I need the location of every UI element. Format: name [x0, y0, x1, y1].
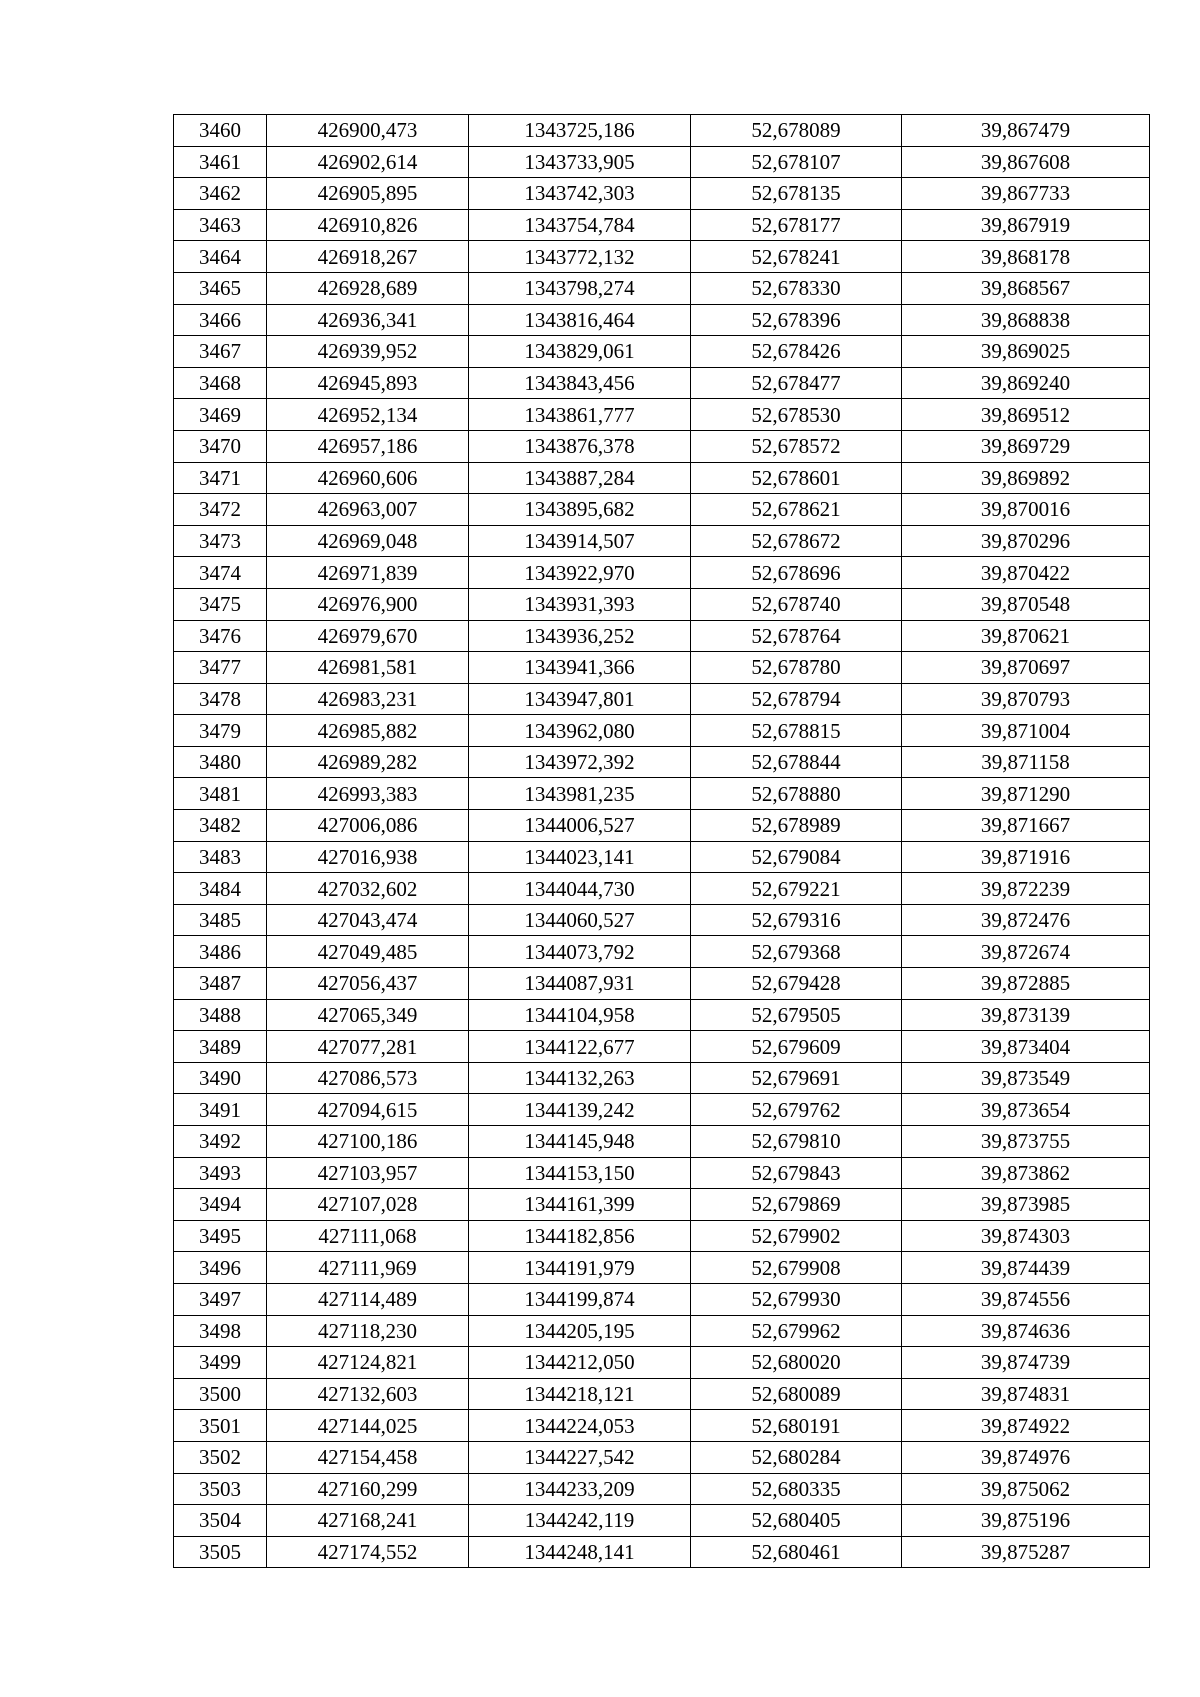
- y-coordinate-cell: 1344227,542: [469, 1441, 691, 1473]
- longitude-cell: 39,875287: [902, 1536, 1150, 1568]
- y-coordinate-cell: 1343914,507: [469, 525, 691, 557]
- point-number-cell: 3500: [174, 1378, 267, 1410]
- longitude-cell: 39,874831: [902, 1378, 1150, 1410]
- latitude-cell: 52,679609: [691, 1031, 902, 1063]
- y-coordinate-cell: 1344218,121: [469, 1378, 691, 1410]
- table-row: [174, 399, 1150, 431]
- latitude-cell: 52,678177: [691, 209, 902, 241]
- point-number-cell: 3468: [174, 367, 267, 399]
- latitude-cell: 52,680335: [691, 1473, 902, 1505]
- latitude-cell: 52,678135: [691, 178, 902, 210]
- table-row: [174, 936, 1150, 968]
- longitude-cell: 39,867733: [902, 178, 1150, 210]
- point-number-cell: 3497: [174, 1283, 267, 1315]
- table-row: [174, 462, 1150, 494]
- latitude-cell: 52,679221: [691, 873, 902, 905]
- x-coordinate-cell: 427144,025: [267, 1410, 469, 1442]
- y-coordinate-cell: 1343798,274: [469, 272, 691, 304]
- x-coordinate-cell: 426928,689: [267, 272, 469, 304]
- y-coordinate-cell: 1343922,970: [469, 557, 691, 589]
- latitude-cell: 52,678989: [691, 810, 902, 842]
- table-row: [174, 336, 1150, 368]
- x-coordinate-cell: 426979,670: [267, 620, 469, 652]
- y-coordinate-cell: 1344145,948: [469, 1126, 691, 1158]
- longitude-cell: 39,869512: [902, 399, 1150, 431]
- table-row: [174, 1062, 1150, 1094]
- table-row: [174, 1094, 1150, 1126]
- point-number-cell: 3483: [174, 841, 267, 873]
- longitude-cell: 39,874976: [902, 1441, 1150, 1473]
- latitude-cell: 52,678880: [691, 778, 902, 810]
- table-row: [174, 841, 1150, 873]
- y-coordinate-cell: 1343981,235: [469, 778, 691, 810]
- longitude-cell: 39,873139: [902, 999, 1150, 1031]
- longitude-cell: 39,874922: [902, 1410, 1150, 1442]
- longitude-cell: 39,871667: [902, 810, 1150, 842]
- point-number-cell: 3470: [174, 430, 267, 462]
- longitude-cell: 39,869729: [902, 430, 1150, 462]
- point-number-cell: 3493: [174, 1157, 267, 1189]
- point-number-cell: 3486: [174, 936, 267, 968]
- table-row: [174, 1315, 1150, 1347]
- longitude-cell: 39,874636: [902, 1315, 1150, 1347]
- table-row: [174, 1220, 1150, 1252]
- y-coordinate-cell: 1344248,141: [469, 1536, 691, 1568]
- latitude-cell: 52,678241: [691, 241, 902, 273]
- latitude-cell: 52,679084: [691, 841, 902, 873]
- latitude-cell: 52,679428: [691, 968, 902, 1000]
- point-number-cell: 3477: [174, 652, 267, 684]
- longitude-cell: 39,869025: [902, 336, 1150, 368]
- y-coordinate-cell: 1343742,303: [469, 178, 691, 210]
- point-number-cell: 3481: [174, 778, 267, 810]
- x-coordinate-cell: 427174,552: [267, 1536, 469, 1568]
- table-row: [174, 683, 1150, 715]
- y-coordinate-cell: 1344153,150: [469, 1157, 691, 1189]
- x-coordinate-cell: 427065,349: [267, 999, 469, 1031]
- y-coordinate-cell: 1343887,284: [469, 462, 691, 494]
- longitude-cell: 39,874303: [902, 1220, 1150, 1252]
- x-coordinate-cell: 427006,086: [267, 810, 469, 842]
- point-number-cell: 3485: [174, 904, 267, 936]
- longitude-cell: 39,871004: [902, 715, 1150, 747]
- latitude-cell: 52,678107: [691, 146, 902, 178]
- x-coordinate-cell: 426957,186: [267, 430, 469, 462]
- x-coordinate-cell: 427077,281: [267, 1031, 469, 1063]
- table-row: [174, 430, 1150, 462]
- point-number-cell: 3489: [174, 1031, 267, 1063]
- y-coordinate-cell: 1343931,393: [469, 588, 691, 620]
- point-number-cell: 3495: [174, 1220, 267, 1252]
- point-number-cell: 3473: [174, 525, 267, 557]
- x-coordinate-cell: 426983,231: [267, 683, 469, 715]
- table-row: [174, 272, 1150, 304]
- x-coordinate-cell: 427111,068: [267, 1220, 469, 1252]
- x-coordinate-cell: 426902,614: [267, 146, 469, 178]
- latitude-cell: 52,679762: [691, 1094, 902, 1126]
- y-coordinate-cell: 1343962,080: [469, 715, 691, 747]
- longitude-cell: 39,868567: [902, 272, 1150, 304]
- longitude-cell: 39,874739: [902, 1347, 1150, 1379]
- latitude-cell: 52,680284: [691, 1441, 902, 1473]
- latitude-cell: 52,678794: [691, 683, 902, 715]
- latitude-cell: 52,679810: [691, 1126, 902, 1158]
- longitude-cell: 39,870793: [902, 683, 1150, 715]
- table-row: [174, 557, 1150, 589]
- table-row: [174, 1378, 1150, 1410]
- y-coordinate-cell: 1344132,263: [469, 1062, 691, 1094]
- latitude-cell: 52,679843: [691, 1157, 902, 1189]
- point-number-cell: 3505: [174, 1536, 267, 1568]
- table-row: [174, 873, 1150, 905]
- longitude-cell: 39,873404: [902, 1031, 1150, 1063]
- coordinates-table-body: [174, 115, 1150, 1568]
- table-row: [174, 1157, 1150, 1189]
- point-number-cell: 3479: [174, 715, 267, 747]
- latitude-cell: 52,679869: [691, 1189, 902, 1221]
- x-coordinate-cell: 426985,882: [267, 715, 469, 747]
- y-coordinate-cell: 1344212,050: [469, 1347, 691, 1379]
- point-number-cell: 3487: [174, 968, 267, 1000]
- point-number-cell: 3466: [174, 304, 267, 336]
- table-row: [174, 999, 1150, 1031]
- table-row: [174, 304, 1150, 336]
- table-row: [174, 367, 1150, 399]
- table-row: [174, 968, 1150, 1000]
- table-row: [174, 209, 1150, 241]
- longitude-cell: 39,871158: [902, 746, 1150, 778]
- x-coordinate-cell: 427124,821: [267, 1347, 469, 1379]
- x-coordinate-cell: 426952,134: [267, 399, 469, 431]
- y-coordinate-cell: 1343972,392: [469, 746, 691, 778]
- table-row: [174, 1410, 1150, 1442]
- point-number-cell: 3482: [174, 810, 267, 842]
- table-row: [174, 1252, 1150, 1284]
- table-row: [174, 810, 1150, 842]
- y-coordinate-cell: 1344073,792: [469, 936, 691, 968]
- x-coordinate-cell: 426900,473: [267, 115, 469, 147]
- y-coordinate-cell: 1344191,979: [469, 1252, 691, 1284]
- y-coordinate-cell: 1343733,905: [469, 146, 691, 178]
- x-coordinate-cell: 427100,186: [267, 1126, 469, 1158]
- y-coordinate-cell: 1343754,784: [469, 209, 691, 241]
- x-coordinate-cell: 427049,485: [267, 936, 469, 968]
- point-number-cell: 3475: [174, 588, 267, 620]
- x-coordinate-cell: 426989,282: [267, 746, 469, 778]
- point-number-cell: 3471: [174, 462, 267, 494]
- table-row: [174, 1347, 1150, 1379]
- x-coordinate-cell: 427111,969: [267, 1252, 469, 1284]
- longitude-cell: 39,870621: [902, 620, 1150, 652]
- table-row: [174, 904, 1150, 936]
- table-row: [174, 178, 1150, 210]
- latitude-cell: 52,680089: [691, 1378, 902, 1410]
- table-row: [174, 1031, 1150, 1063]
- y-coordinate-cell: 1344199,874: [469, 1283, 691, 1315]
- x-coordinate-cell: 427154,458: [267, 1441, 469, 1473]
- latitude-cell: 52,679908: [691, 1252, 902, 1284]
- y-coordinate-cell: 1343772,132: [469, 241, 691, 273]
- longitude-cell: 39,870016: [902, 494, 1150, 526]
- x-coordinate-cell: 426963,007: [267, 494, 469, 526]
- longitude-cell: 39,873549: [902, 1062, 1150, 1094]
- longitude-cell: 39,873862: [902, 1157, 1150, 1189]
- point-number-cell: 3502: [174, 1441, 267, 1473]
- y-coordinate-cell: 1344023,141: [469, 841, 691, 873]
- table-row: [174, 778, 1150, 810]
- longitude-cell: 39,869892: [902, 462, 1150, 494]
- longitude-cell: 39,873654: [902, 1094, 1150, 1126]
- y-coordinate-cell: 1343861,777: [469, 399, 691, 431]
- point-number-cell: 3462: [174, 178, 267, 210]
- point-number-cell: 3480: [174, 746, 267, 778]
- latitude-cell: 52,679930: [691, 1283, 902, 1315]
- longitude-cell: 39,872674: [902, 936, 1150, 968]
- y-coordinate-cell: 1344044,730: [469, 873, 691, 905]
- y-coordinate-cell: 1343895,682: [469, 494, 691, 526]
- point-number-cell: 3474: [174, 557, 267, 589]
- latitude-cell: 52,679902: [691, 1220, 902, 1252]
- longitude-cell: 39,868178: [902, 241, 1150, 273]
- latitude-cell: 52,678780: [691, 652, 902, 684]
- longitude-cell: 39,870422: [902, 557, 1150, 589]
- y-coordinate-cell: 1343816,464: [469, 304, 691, 336]
- table-row: [174, 494, 1150, 526]
- x-coordinate-cell: 427043,474: [267, 904, 469, 936]
- y-coordinate-cell: 1344182,856: [469, 1220, 691, 1252]
- x-coordinate-cell: 427132,603: [267, 1378, 469, 1410]
- point-number-cell: 3464: [174, 241, 267, 273]
- latitude-cell: 52,680020: [691, 1347, 902, 1379]
- y-coordinate-cell: 1344122,677: [469, 1031, 691, 1063]
- longitude-cell: 39,873985: [902, 1189, 1150, 1221]
- latitude-cell: 52,680191: [691, 1410, 902, 1442]
- table-row: [174, 1283, 1150, 1315]
- x-coordinate-cell: 427114,489: [267, 1283, 469, 1315]
- table-row: [174, 620, 1150, 652]
- latitude-cell: 52,678601: [691, 462, 902, 494]
- point-number-cell: 3472: [174, 494, 267, 526]
- longitude-cell: 39,872476: [902, 904, 1150, 936]
- longitude-cell: 39,874439: [902, 1252, 1150, 1284]
- x-coordinate-cell: 426971,839: [267, 557, 469, 589]
- x-coordinate-cell: 427094,615: [267, 1094, 469, 1126]
- point-number-cell: 3504: [174, 1505, 267, 1537]
- latitude-cell: 52,678089: [691, 115, 902, 147]
- y-coordinate-cell: 1343829,061: [469, 336, 691, 368]
- y-coordinate-cell: 1343936,252: [469, 620, 691, 652]
- table-row: [174, 1505, 1150, 1537]
- longitude-cell: 39,868838: [902, 304, 1150, 336]
- y-coordinate-cell: 1344233,209: [469, 1473, 691, 1505]
- point-number-cell: 3467: [174, 336, 267, 368]
- x-coordinate-cell: 426981,581: [267, 652, 469, 684]
- point-number-cell: 3491: [174, 1094, 267, 1126]
- point-number-cell: 3494: [174, 1189, 267, 1221]
- latitude-cell: 52,680405: [691, 1505, 902, 1537]
- x-coordinate-cell: 426945,893: [267, 367, 469, 399]
- point-number-cell: 3496: [174, 1252, 267, 1284]
- point-number-cell: 3460: [174, 115, 267, 147]
- longitude-cell: 39,871916: [902, 841, 1150, 873]
- latitude-cell: 52,678572: [691, 430, 902, 462]
- latitude-cell: 52,678844: [691, 746, 902, 778]
- table-row: [174, 746, 1150, 778]
- longitude-cell: 39,874556: [902, 1283, 1150, 1315]
- x-coordinate-cell: 427103,957: [267, 1157, 469, 1189]
- longitude-cell: 39,867479: [902, 115, 1150, 147]
- x-coordinate-cell: 427107,028: [267, 1189, 469, 1221]
- point-number-cell: 3461: [174, 146, 267, 178]
- x-coordinate-cell: 427168,241: [267, 1505, 469, 1537]
- longitude-cell: 39,873755: [902, 1126, 1150, 1158]
- point-number-cell: 3469: [174, 399, 267, 431]
- y-coordinate-cell: 1343725,186: [469, 115, 691, 147]
- point-number-cell: 3465: [174, 272, 267, 304]
- longitude-cell: 39,869240: [902, 367, 1150, 399]
- table-row: [174, 588, 1150, 620]
- point-number-cell: 3492: [174, 1126, 267, 1158]
- y-coordinate-cell: 1343876,378: [469, 430, 691, 462]
- x-coordinate-cell: 426936,341: [267, 304, 469, 336]
- latitude-cell: 52,679691: [691, 1062, 902, 1094]
- x-coordinate-cell: 426976,900: [267, 588, 469, 620]
- longitude-cell: 39,870697: [902, 652, 1150, 684]
- latitude-cell: 52,678740: [691, 588, 902, 620]
- longitude-cell: 39,867919: [902, 209, 1150, 241]
- latitude-cell: 52,678621: [691, 494, 902, 526]
- latitude-cell: 52,679316: [691, 904, 902, 936]
- x-coordinate-cell: 426969,048: [267, 525, 469, 557]
- x-coordinate-cell: 427118,230: [267, 1315, 469, 1347]
- table-row: [174, 1536, 1150, 1568]
- coordinates-table: [173, 114, 1150, 1568]
- latitude-cell: 52,679368: [691, 936, 902, 968]
- latitude-cell: 52,678426: [691, 336, 902, 368]
- table-row: [174, 146, 1150, 178]
- table-row: [174, 1189, 1150, 1221]
- longitude-cell: 39,870548: [902, 588, 1150, 620]
- point-number-cell: 3501: [174, 1410, 267, 1442]
- y-coordinate-cell: 1344006,527: [469, 810, 691, 842]
- point-number-cell: 3463: [174, 209, 267, 241]
- latitude-cell: 52,679962: [691, 1315, 902, 1347]
- latitude-cell: 52,678477: [691, 367, 902, 399]
- table-row: [174, 115, 1150, 147]
- x-coordinate-cell: 427032,602: [267, 873, 469, 905]
- y-coordinate-cell: 1343941,366: [469, 652, 691, 684]
- table-row: [174, 652, 1150, 684]
- table-row: [174, 1126, 1150, 1158]
- latitude-cell: 52,678696: [691, 557, 902, 589]
- point-number-cell: 3488: [174, 999, 267, 1031]
- point-number-cell: 3490: [174, 1062, 267, 1094]
- y-coordinate-cell: 1344161,399: [469, 1189, 691, 1221]
- latitude-cell: 52,678530: [691, 399, 902, 431]
- latitude-cell: 52,679505: [691, 999, 902, 1031]
- longitude-cell: 39,870296: [902, 525, 1150, 557]
- point-number-cell: 3478: [174, 683, 267, 715]
- x-coordinate-cell: 426993,383: [267, 778, 469, 810]
- x-coordinate-cell: 427160,299: [267, 1473, 469, 1505]
- x-coordinate-cell: 426960,606: [267, 462, 469, 494]
- latitude-cell: 52,678396: [691, 304, 902, 336]
- y-coordinate-cell: 1344224,053: [469, 1410, 691, 1442]
- longitude-cell: 39,872239: [902, 873, 1150, 905]
- latitude-cell: 52,678672: [691, 525, 902, 557]
- table-row: [174, 1441, 1150, 1473]
- x-coordinate-cell: 427056,437: [267, 968, 469, 1000]
- longitude-cell: 39,871290: [902, 778, 1150, 810]
- table-row: [174, 1473, 1150, 1505]
- y-coordinate-cell: 1344139,242: [469, 1094, 691, 1126]
- y-coordinate-cell: 1344060,527: [469, 904, 691, 936]
- point-number-cell: 3484: [174, 873, 267, 905]
- x-coordinate-cell: 427086,573: [267, 1062, 469, 1094]
- table-row: [174, 241, 1150, 273]
- x-coordinate-cell: 426905,895: [267, 178, 469, 210]
- point-number-cell: 3498: [174, 1315, 267, 1347]
- longitude-cell: 39,872885: [902, 968, 1150, 1000]
- point-number-cell: 3499: [174, 1347, 267, 1379]
- latitude-cell: 52,678330: [691, 272, 902, 304]
- y-coordinate-cell: 1344104,958: [469, 999, 691, 1031]
- longitude-cell: 39,875062: [902, 1473, 1150, 1505]
- y-coordinate-cell: 1344087,931: [469, 968, 691, 1000]
- x-coordinate-cell: 426918,267: [267, 241, 469, 273]
- y-coordinate-cell: 1343843,456: [469, 367, 691, 399]
- point-number-cell: 3476: [174, 620, 267, 652]
- x-coordinate-cell: 426939,952: [267, 336, 469, 368]
- table-row: [174, 715, 1150, 747]
- x-coordinate-cell: 427016,938: [267, 841, 469, 873]
- y-coordinate-cell: 1343947,801: [469, 683, 691, 715]
- x-coordinate-cell: 426910,826: [267, 209, 469, 241]
- y-coordinate-cell: 1344205,195: [469, 1315, 691, 1347]
- latitude-cell: 52,678764: [691, 620, 902, 652]
- point-number-cell: 3503: [174, 1473, 267, 1505]
- table-row: [174, 525, 1150, 557]
- latitude-cell: 52,678815: [691, 715, 902, 747]
- y-coordinate-cell: 1344242,119: [469, 1505, 691, 1537]
- longitude-cell: 39,867608: [902, 146, 1150, 178]
- longitude-cell: 39,875196: [902, 1505, 1150, 1537]
- latitude-cell: 52,680461: [691, 1536, 902, 1568]
